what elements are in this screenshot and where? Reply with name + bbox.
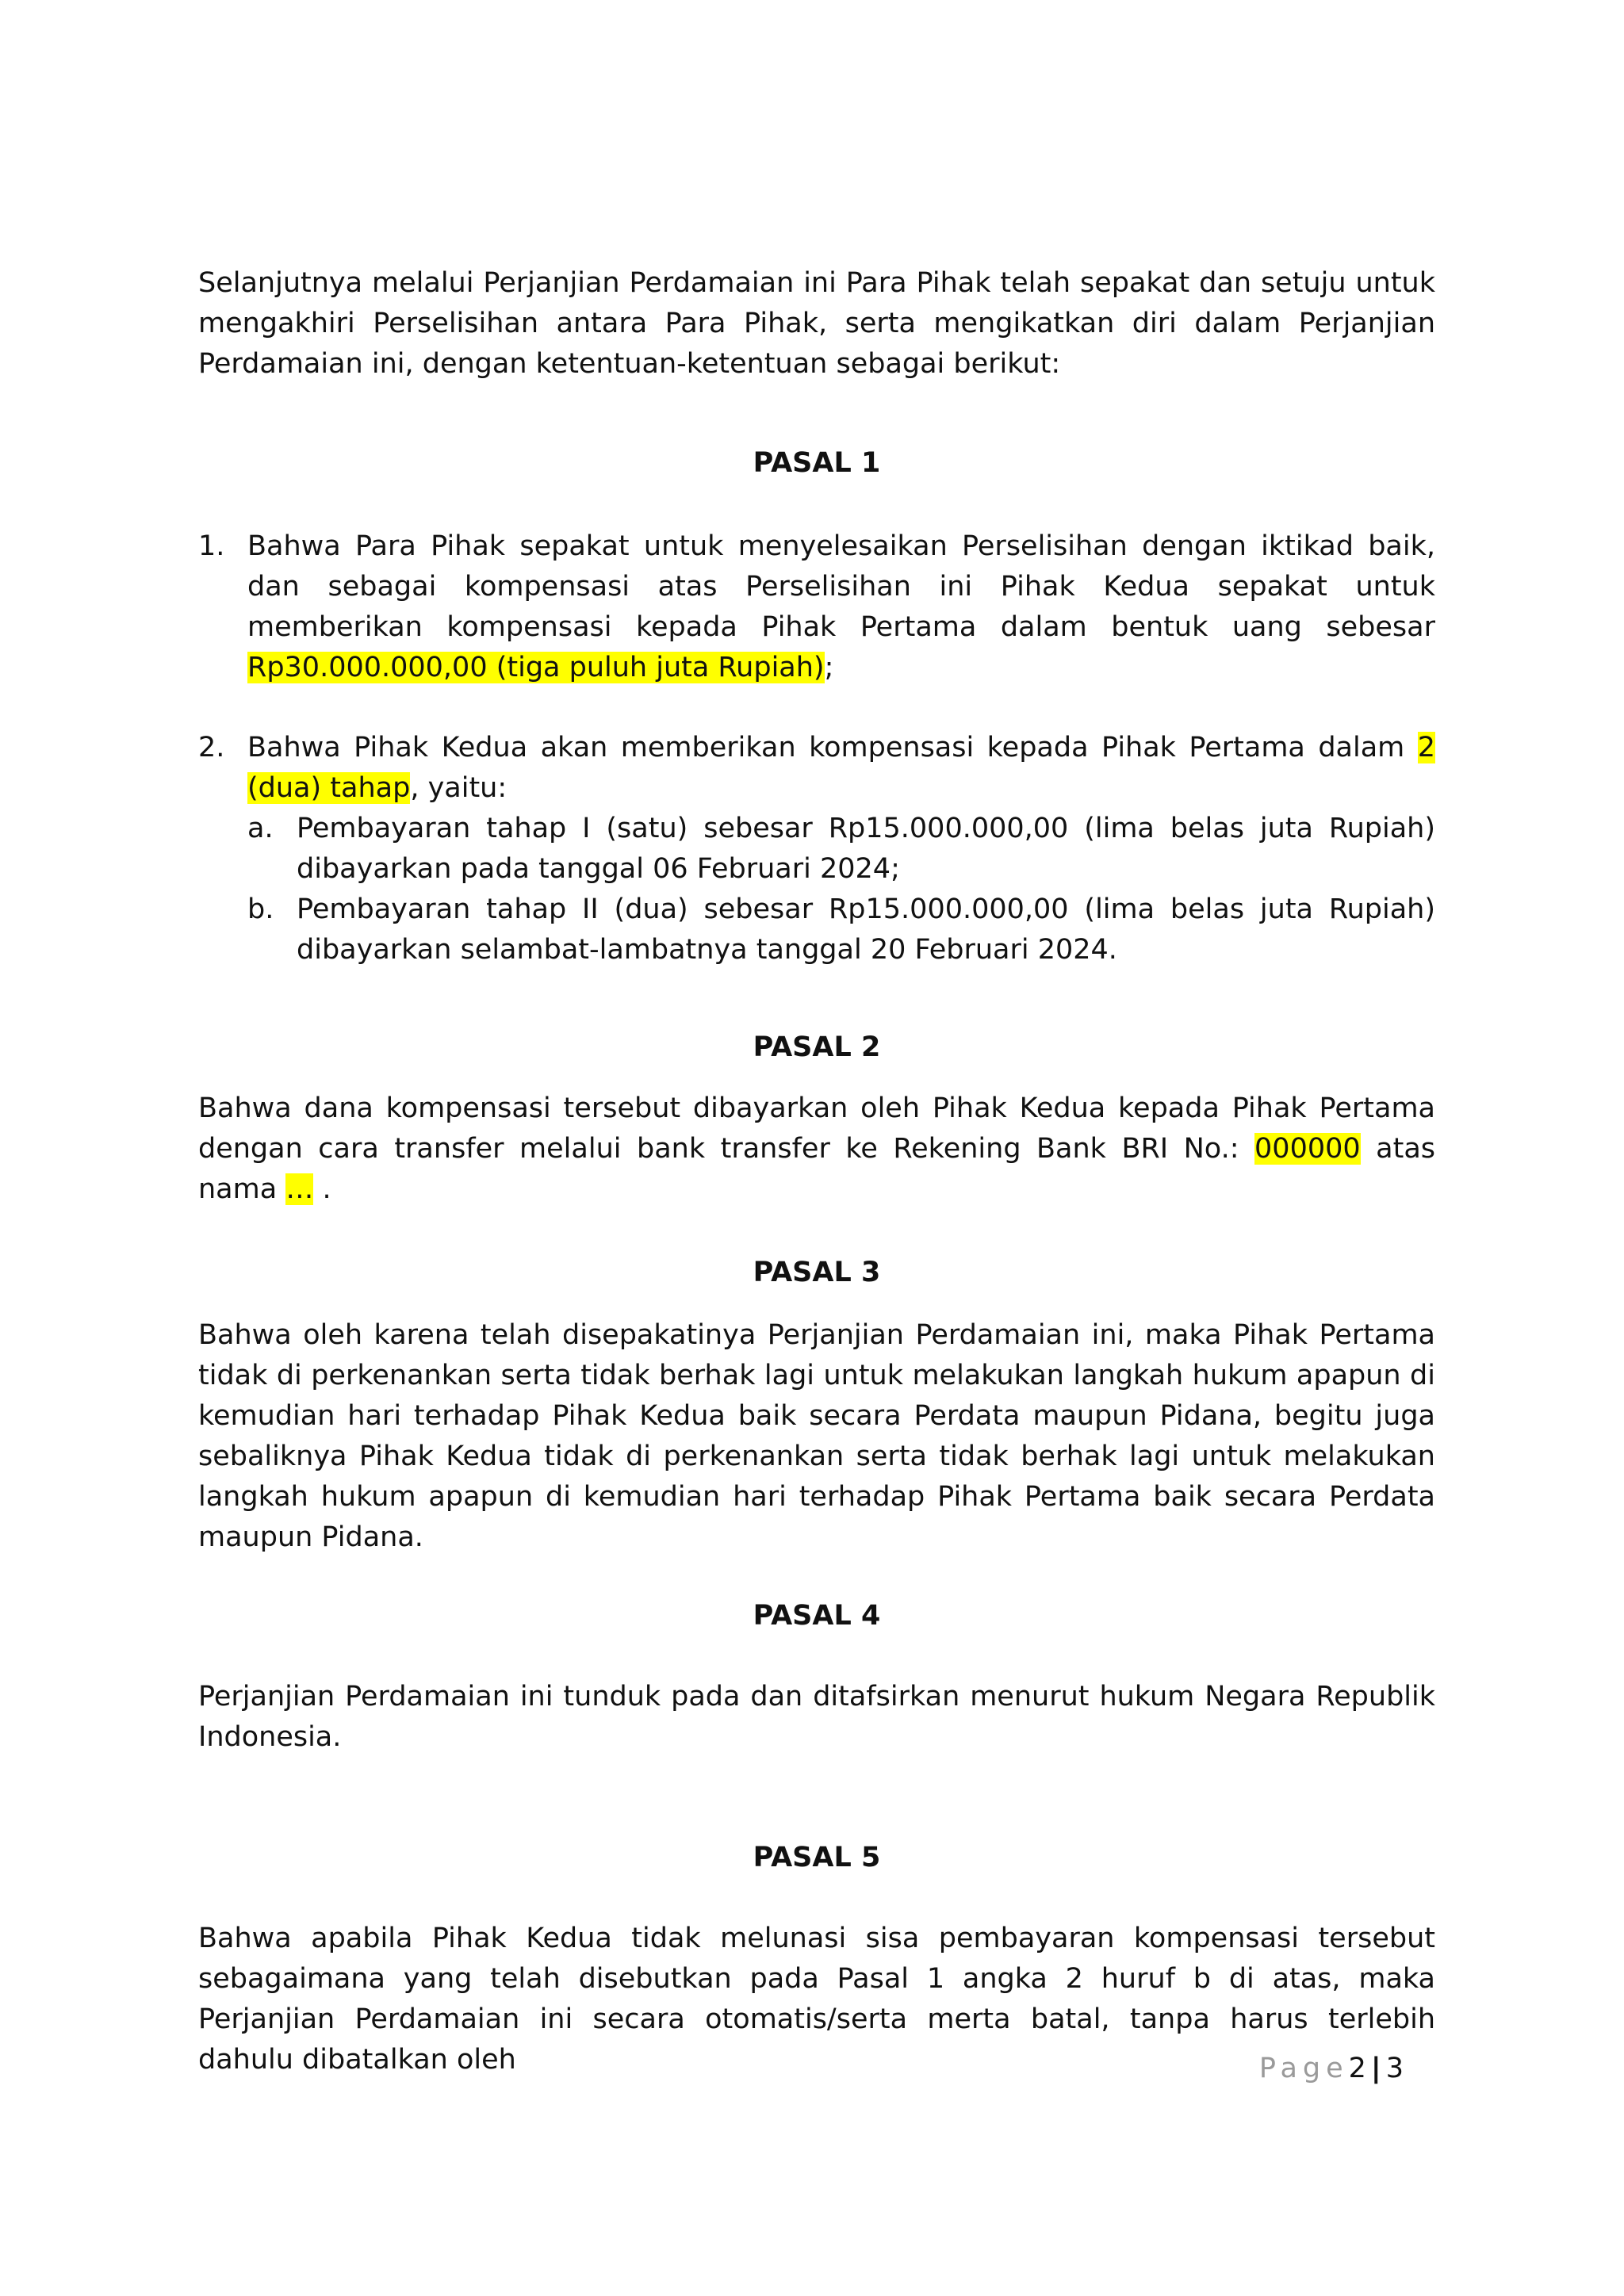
pasal-4-heading: PASAL 4	[753, 1600, 881, 1632]
pasal-1-heading: PASAL 1	[753, 447, 881, 479]
pasal-5-heading: PASAL 5	[753, 1842, 881, 1873]
page-number-footer	[1047, 2049, 1404, 2089]
sub-list-marker: b.	[247, 894, 274, 925]
intro-paragraph: Selanjutnya melalui Perjanjian Perdamaian ini Para Pihak telah sepakat dan setuju untuk mengakhiri Perselisihan antara Para Pihak, serta mengikatkan diri dalam Perjanjian Perdamaian ini, dengan ketentuan-ketentuan sebagai berikut:	[198, 267, 1435, 380]
list-marker: 1.	[198, 530, 225, 562]
page-label: Page	[1258, 2053, 1349, 2084]
pasal-1-item-2-sub-a	[247, 809, 1435, 890]
pasal-3-paragraph: Bahwa oleh karena telah disepakatinya Perjanjian Perdamaian ini, maka Pihak Pertama tidak di perkenankan serta tidak berhak lagi untuk melakukan langkah hukum apapun di kemudian hari terhadap Pihak Kedua baik secara Perdata maupun Pidana, begitu juga sebaliknya Pihak Kedua tidak di perkenankan serta tidak berhak lagi untuk melakukan langkah hukum apapun di kemudian hari terhadap Pihak Pertama baik secara Perdata maupun Pidana.	[198, 1319, 1435, 1553]
sub-item-text: Pembayaran tahap I (satu) sebesar Rp15.000.000,00 (lima belas juta Rupiah) dibayarkan pada tanggal 06 Februari 2024;	[297, 813, 1435, 885]
pasal-2-heading: PASAL 2	[753, 1031, 881, 1063]
sub-item-text: Pembayaran tahap II (dua) sebesar Rp15.000.000,00 (lima belas juta Rupiah) dibayarkan selambat-lambatnya tanggal 20 Februari 2024.	[297, 894, 1435, 966]
highlighted-amount: Rp30.000.000,00 (tiga puluh juta Rupiah)	[247, 652, 825, 683]
document-page	[198, 0, 1435, 2296]
pasal-1-item-1	[198, 526, 1435, 688]
total-page-count: 3	[1385, 2053, 1404, 2084]
sub-list-marker: a.	[247, 813, 274, 844]
pasal-1-item-2-sub-b	[247, 890, 1435, 970]
page-separator: |	[1370, 2053, 1381, 2084]
pasal-5-paragraph: Bahwa apabila Pihak Kedua tidak melunasi sisa pembayaran kompensasi tersebut sebagaimana yang telah disebutkan pada Pasal 1 angka 2 huruf b di atas, maka Perjanjian Perdamaian ini secara otomatis/serta merta batal, tanpa harus terlebih dahulu dibatalkan oleh	[198, 1923, 1435, 2076]
pasal-1-item-2	[198, 728, 1435, 970]
list-marker: 2.	[198, 732, 225, 763]
pasal-4-paragraph: Perjanjian Perdamaian ini tunduk pada dan ditafsirkan menurut hukum Negara Republik Indonesia.	[198, 1681, 1435, 1753]
account-number: 000000	[1254, 1133, 1361, 1165]
highlighted-stages: 2 (dua) tahap	[247, 732, 1435, 804]
current-page-number: 2	[1348, 2053, 1366, 2084]
list-item-text: Bahwa Para Pihak sepakat untuk menyelesaikan Perselisihan dengan iktikad baik, dan sebagai kompensasi atas Perselisihan ini Pihak Kedua sepakat untuk memberikan kompensasi kepada Pihak Pertama dalam bentuk uang sebesar Rp30.000.000,00 (tiga puluh juta Rupiah);	[247, 530, 1435, 683]
pasal-2-paragraph: Bahwa dana kompensasi tersebut dibayarkan oleh Pihak Kedua kepada Pihak Pertama dengan cara transfer melalui bank transfer ke Rekening Bank BRI No.: 000000 atas nama … .	[198, 1093, 1435, 1205]
list-item-text: Bahwa Pihak Kedua akan memberikan kompensasi kepada Pihak Pertama dalam 2 (dua) tahap, yaitu:	[247, 732, 1435, 804]
account-name: …	[285, 1173, 314, 1205]
pasal-3-heading: PASAL 3	[753, 1257, 881, 1288]
